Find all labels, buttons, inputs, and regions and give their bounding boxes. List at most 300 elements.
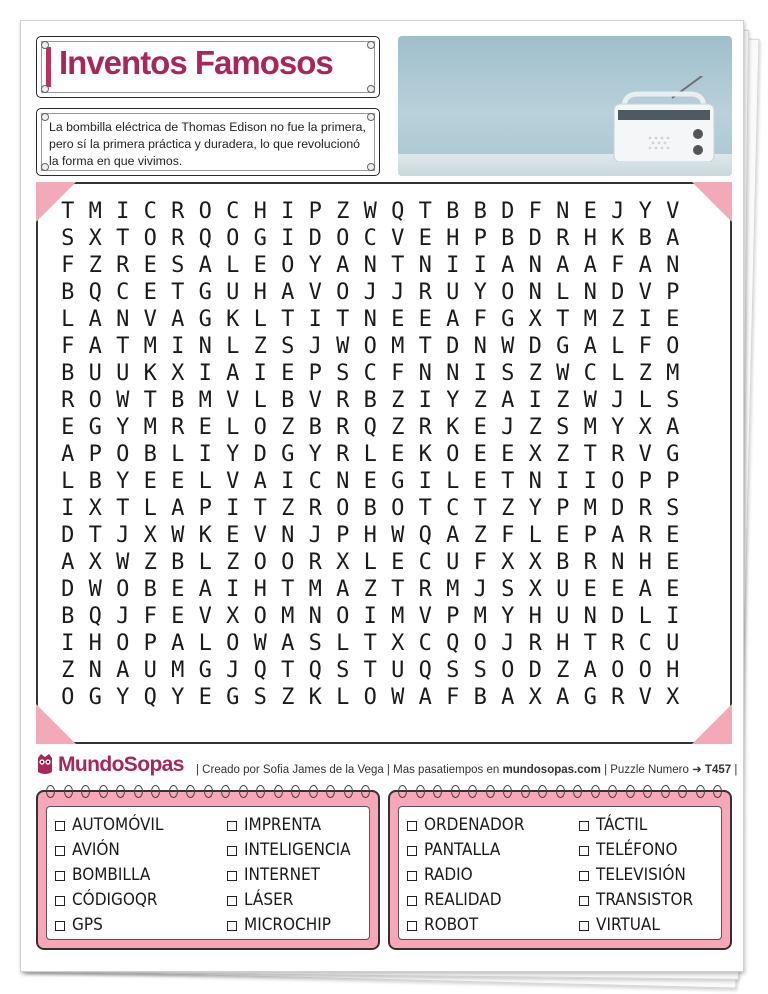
grid-letter[interactable]: R (611, 442, 625, 467)
grid-letter[interactable]: Y (171, 685, 185, 710)
grid-letter[interactable]: T (418, 334, 432, 359)
grid-letter[interactable]: B (61, 604, 75, 629)
grid-letter[interactable]: G (666, 442, 680, 467)
grid-letter[interactable]: K (446, 415, 460, 440)
grid-letter[interactable]: X (143, 523, 157, 548)
grid-letter[interactable]: F (61, 253, 75, 278)
grid-letter[interactable]: O (666, 334, 680, 359)
grid-letter[interactable]: N (198, 334, 212, 359)
grid-letter[interactable]: Z (528, 415, 542, 440)
grid-letter[interactable]: J (116, 604, 130, 629)
grid-letter[interactable]: B (88, 469, 102, 494)
grid-letter[interactable]: Z (281, 415, 295, 440)
grid-letter[interactable]: Q (88, 604, 102, 629)
grid-letter[interactable]: G (583, 685, 597, 710)
grid-letter[interactable]: Q (418, 658, 432, 683)
grid-letter[interactable]: Z (473, 523, 487, 548)
grid-letter[interactable]: O (501, 280, 515, 305)
grid-letter[interactable]: X (666, 685, 680, 710)
grid-letter[interactable]: T (556, 307, 570, 332)
checkbox-icon[interactable] (407, 871, 417, 881)
grid-letter[interactable]: X (391, 631, 405, 656)
grid-letter[interactable]: O (88, 388, 102, 413)
grid-letter[interactable]: A (638, 253, 652, 278)
word-item[interactable] (227, 913, 351, 938)
grid-letter[interactable]: J (363, 280, 377, 305)
grid-letter[interactable]: X (336, 550, 350, 575)
grid-letter[interactable]: P (473, 226, 487, 251)
grid-letter[interactable]: X (528, 307, 542, 332)
grid-letter[interactable]: O (611, 469, 625, 494)
grid-letter[interactable]: I (281, 199, 295, 224)
grid-letter[interactable]: R (418, 280, 432, 305)
grid-letter[interactable]: O (336, 226, 350, 251)
grid-letter[interactable]: O (363, 685, 377, 710)
grid-letter[interactable]: T (281, 307, 295, 332)
grid-letter[interactable]: X (528, 685, 542, 710)
grid-letter[interactable]: G (253, 226, 267, 251)
grid-letter[interactable]: X (171, 361, 185, 386)
grid-letter[interactable]: M (281, 604, 295, 629)
grid-letter[interactable]: O (473, 631, 487, 656)
grid-letter[interactable]: L (363, 442, 377, 467)
grid-letter[interactable]: E (556, 523, 570, 548)
grid-letter[interactable]: C (226, 199, 240, 224)
grid-letter[interactable]: N (473, 334, 487, 359)
grid-letter[interactable]: D (308, 226, 322, 251)
grid-letter[interactable]: F (528, 199, 542, 224)
grid-letter[interactable]: O (336, 280, 350, 305)
grid-letter[interactable]: I (226, 577, 240, 602)
grid-letter[interactable]: I (253, 361, 267, 386)
site-link[interactable]: mundosopas.com (502, 764, 601, 776)
grid-letter[interactable]: B (171, 388, 185, 413)
grid-letter[interactable]: H (88, 631, 102, 656)
grid-letter[interactable]: T (501, 469, 515, 494)
grid-letter[interactable]: B (473, 199, 487, 224)
grid-letter[interactable]: N (556, 199, 570, 224)
grid-letter[interactable]: V (391, 226, 405, 251)
grid-letter[interactable]: Z (226, 550, 240, 575)
grid-letter[interactable]: Q (418, 523, 432, 548)
grid-letter[interactable]: J (308, 334, 322, 359)
grid-letter[interactable]: H (446, 226, 460, 251)
grid-letter[interactable]: T (473, 496, 487, 521)
grid-letter[interactable]: Z (556, 442, 570, 467)
grid-letter[interactable]: A (171, 307, 185, 332)
grid-letter[interactable]: O (253, 604, 267, 629)
grid-letter[interactable]: P (88, 442, 102, 467)
grid-letter[interactable]: Z (473, 388, 487, 413)
grid-letter[interactable]: A (88, 334, 102, 359)
grid-letter[interactable]: Z (501, 496, 515, 521)
word-item[interactable] (55, 813, 163, 838)
grid-letter[interactable]: P (143, 631, 157, 656)
grid-letter[interactable]: A (611, 523, 625, 548)
grid-letter[interactable]: H (253, 280, 267, 305)
grid-letter[interactable]: V (226, 469, 240, 494)
grid-letter[interactable]: R (336, 415, 350, 440)
grid-letter[interactable]: I (418, 388, 432, 413)
grid-letter[interactable]: E (391, 442, 405, 467)
word-item[interactable] (227, 813, 351, 838)
grid-letter[interactable]: S (501, 361, 515, 386)
grid-letter[interactable]: M (143, 334, 157, 359)
grid-letter[interactable]: S (666, 496, 680, 521)
checkbox-icon[interactable] (579, 921, 589, 931)
grid-letter[interactable]: T (391, 577, 405, 602)
grid-letter[interactable]: H (556, 631, 570, 656)
grid-letter[interactable]: L (253, 388, 267, 413)
grid-letter[interactable]: M (171, 658, 185, 683)
grid-letter[interactable]: E (143, 469, 157, 494)
grid-letter[interactable]: W (363, 199, 377, 224)
grid-letter[interactable]: U (88, 361, 102, 386)
grid-letter[interactable]: E (473, 442, 487, 467)
checkbox-icon[interactable] (227, 846, 237, 856)
grid-letter[interactable]: T (88, 523, 102, 548)
grid-letter[interactable]: S (473, 658, 487, 683)
grid-letter[interactable]: P (446, 604, 460, 629)
grid-letter[interactable]: E (171, 469, 185, 494)
grid-letter[interactable]: M (583, 496, 597, 521)
grid-letter[interactable]: E (501, 442, 515, 467)
grid-letter[interactable]: M (88, 199, 102, 224)
grid-letter[interactable]: P (556, 496, 570, 521)
grid-letter[interactable]: E (198, 685, 212, 710)
grid-letter[interactable]: D (528, 658, 542, 683)
grid-letter[interactable]: B (61, 361, 75, 386)
grid-letter[interactable]: S (446, 658, 460, 683)
grid-letter[interactable]: L (61, 307, 75, 332)
grid-letter[interactable]: W (391, 685, 405, 710)
grid-letter[interactable]: S (501, 577, 515, 602)
grid-letter[interactable]: L (198, 550, 212, 575)
checkbox-icon[interactable] (227, 821, 237, 831)
grid-letter[interactable]: V (638, 685, 652, 710)
grid-letter[interactable]: A (336, 577, 350, 602)
grid-letter[interactable]: F (391, 361, 405, 386)
grid-letter[interactable]: O (226, 226, 240, 251)
word-item[interactable] (55, 863, 163, 888)
grid-letter[interactable]: R (556, 226, 570, 251)
grid-letter[interactable]: G (501, 307, 515, 332)
grid-letter[interactable]: Y (473, 280, 487, 305)
grid-letter[interactable]: K (611, 226, 625, 251)
grid-letter[interactable]: D (61, 523, 75, 548)
grid-letter[interactable]: K (226, 307, 240, 332)
grid-letter[interactable]: R (116, 253, 130, 278)
grid-letter[interactable]: O (336, 496, 350, 521)
grid-letter[interactable]: Z (61, 658, 75, 683)
grid-letter[interactable]: R (308, 496, 322, 521)
grid-letter[interactable]: A (501, 388, 515, 413)
grid-letter[interactable]: N (583, 604, 597, 629)
grid-letter[interactable]: K (308, 685, 322, 710)
grid-letter[interactable]: L (336, 685, 350, 710)
grid-letter[interactable]: X (528, 550, 542, 575)
grid-letter[interactable]: I (528, 388, 542, 413)
grid-letter[interactable]: F (638, 334, 652, 359)
grid-letter[interactable]: E (583, 577, 597, 602)
grid-letter[interactable]: I (308, 307, 322, 332)
grid-letter[interactable]: V (666, 199, 680, 224)
grid-letter[interactable]: V (308, 388, 322, 413)
grid-letter[interactable]: S (336, 658, 350, 683)
grid-letter[interactable]: U (143, 658, 157, 683)
grid-letter[interactable]: Z (611, 307, 625, 332)
grid-letter[interactable]: Y (116, 469, 130, 494)
grid-letter[interactable]: X (528, 577, 542, 602)
grid-letter[interactable]: B (281, 388, 295, 413)
grid-letter[interactable]: Z (528, 361, 542, 386)
checkbox-icon[interactable] (55, 896, 65, 906)
checkbox-icon[interactable] (227, 896, 237, 906)
grid-letter[interactable]: J (611, 388, 625, 413)
grid-letter[interactable]: D (528, 334, 542, 359)
grid-letter[interactable]: T (583, 631, 597, 656)
grid-letter[interactable]: I (556, 469, 570, 494)
grid-letter[interactable]: Q (446, 631, 460, 656)
grid-letter[interactable]: D (253, 442, 267, 467)
grid-letter[interactable]: J (226, 658, 240, 683)
grid-letter[interactable]: J (116, 523, 130, 548)
grid-letter[interactable]: A (583, 334, 597, 359)
grid-letter[interactable]: E (391, 550, 405, 575)
grid-letter[interactable]: P (336, 523, 350, 548)
grid-letter[interactable]: E (666, 550, 680, 575)
grid-letter[interactable]: N (528, 253, 542, 278)
grid-letter[interactable]: U (556, 604, 570, 629)
grid-letter[interactable]: R (638, 523, 652, 548)
grid-letter[interactable]: M (391, 604, 405, 629)
grid-letter[interactable]: H (638, 550, 652, 575)
grid-letter[interactable]: K (143, 361, 157, 386)
grid-letter[interactable]: I (473, 253, 487, 278)
grid-letter[interactable]: W (116, 550, 130, 575)
grid-letter[interactable]: B (638, 226, 652, 251)
grid-letter[interactable]: X (88, 226, 102, 251)
grid-letter[interactable]: T (583, 442, 597, 467)
grid-letter[interactable]: H (253, 199, 267, 224)
grid-letter[interactable]: Z (391, 415, 405, 440)
grid-letter[interactable]: I (61, 631, 75, 656)
grid-letter[interactable]: A (638, 577, 652, 602)
grid-letter[interactable]: F (473, 307, 487, 332)
grid-letter[interactable]: O (391, 496, 405, 521)
word-item[interactable] (407, 888, 524, 913)
checkbox-icon[interactable] (227, 871, 237, 881)
checkbox-icon[interactable] (55, 921, 65, 931)
grid-letter[interactable]: V (638, 442, 652, 467)
grid-letter[interactable]: R (61, 388, 75, 413)
grid-letter[interactable]: Y (446, 388, 460, 413)
grid-letter[interactable]: I (666, 604, 680, 629)
grid-letter[interactable]: H (583, 226, 597, 251)
grid-letter[interactable]: J (473, 577, 487, 602)
grid-letter[interactable]: E (473, 469, 487, 494)
grid-letter[interactable]: L (611, 334, 625, 359)
grid-letter[interactable]: I (198, 442, 212, 467)
grid-letter[interactable]: G (88, 415, 102, 440)
grid-letter[interactable]: N (583, 280, 597, 305)
grid-letter[interactable]: E (666, 523, 680, 548)
grid-letter[interactable]: E (391, 307, 405, 332)
grid-letter[interactable]: T (143, 388, 157, 413)
grid-letter[interactable]: E (143, 253, 157, 278)
checkbox-icon[interactable] (407, 821, 417, 831)
grid-letter[interactable]: A (583, 658, 597, 683)
grid-letter[interactable]: I (638, 307, 652, 332)
grid-letter[interactable]: T (281, 658, 295, 683)
grid-letter[interactable]: N (666, 253, 680, 278)
grid-letter[interactable]: O (501, 658, 515, 683)
grid-letter[interactable]: T (116, 226, 130, 251)
grid-letter[interactable]: Z (556, 388, 570, 413)
grid-letter[interactable]: V (418, 604, 432, 629)
checkbox-icon[interactable] (579, 896, 589, 906)
grid-letter[interactable]: A (501, 253, 515, 278)
grid-letter[interactable]: I (281, 226, 295, 251)
grid-letter[interactable]: A (198, 577, 212, 602)
grid-letter[interactable]: Z (391, 388, 405, 413)
grid-letter[interactable]: O (446, 442, 460, 467)
grid-letter[interactable]: Y (611, 415, 625, 440)
grid-letter[interactable]: G (198, 307, 212, 332)
grid-letter[interactable]: O (198, 199, 212, 224)
grid-letter[interactable]: I (61, 496, 75, 521)
grid-letter[interactable]: V (253, 523, 267, 548)
grid-letter[interactable]: H (666, 658, 680, 683)
grid-letter[interactable]: B (143, 442, 157, 467)
grid-letter[interactable]: M (391, 334, 405, 359)
checkbox-icon[interactable] (55, 846, 65, 856)
grid-letter[interactable]: N (308, 604, 322, 629)
grid-letter[interactable]: V (308, 280, 322, 305)
grid-letter[interactable]: I (171, 334, 185, 359)
grid-letter[interactable]: I (281, 469, 295, 494)
grid-letter[interactable]: S (171, 253, 185, 278)
grid-letter[interactable]: M (473, 604, 487, 629)
grid-letter[interactable]: Q (88, 280, 102, 305)
grid-letter[interactable]: D (611, 280, 625, 305)
grid-letter[interactable]: O (253, 415, 267, 440)
grid-letter[interactable]: I (363, 604, 377, 629)
grid-letter[interactable]: H (528, 604, 542, 629)
grid-letter[interactable]: R (418, 577, 432, 602)
grid-letter[interactable]: G (556, 334, 570, 359)
grid-letter[interactable]: W (253, 631, 267, 656)
grid-letter[interactable]: N (116, 307, 130, 332)
grid-letter[interactable]: P (583, 523, 597, 548)
grid-letter[interactable]: R (171, 226, 185, 251)
grid-letter[interactable]: Y (116, 685, 130, 710)
grid-letter[interactable]: R (611, 685, 625, 710)
checkbox-icon[interactable] (227, 921, 237, 931)
grid-letter[interactable]: B (501, 226, 515, 251)
checkbox-icon[interactable] (407, 921, 417, 931)
grid-letter[interactable]: I (583, 469, 597, 494)
grid-letter[interactable]: T (253, 496, 267, 521)
grid-letter[interactable]: Z (638, 361, 652, 386)
grid-letter[interactable]: N (528, 280, 542, 305)
grid-letter[interactable]: A (666, 226, 680, 251)
grid-letter[interactable]: I (473, 361, 487, 386)
grid-letter[interactable]: A (171, 631, 185, 656)
grid-letter[interactable]: R (583, 550, 597, 575)
grid-letter[interactable]: X (528, 442, 542, 467)
grid-letter[interactable]: W (391, 523, 405, 548)
grid-letter[interactable]: A (446, 307, 460, 332)
grid-letter[interactable]: F (501, 523, 515, 548)
grid-letter[interactable]: E (583, 199, 597, 224)
word-item[interactable] (579, 913, 693, 938)
grid-letter[interactable]: B (308, 415, 322, 440)
grid-letter[interactable]: H (363, 523, 377, 548)
grid-letter[interactable]: Q (143, 685, 157, 710)
grid-letter[interactable]: X (226, 604, 240, 629)
grid-letter[interactable]: E (666, 577, 680, 602)
grid-letter[interactable]: W (583, 388, 597, 413)
grid-letter[interactable]: V (143, 307, 157, 332)
grid-letter[interactable]: J (611, 199, 625, 224)
grid-letter[interactable]: S (308, 631, 322, 656)
grid-letter[interactable]: A (556, 253, 570, 278)
grid-letter[interactable]: I (198, 361, 212, 386)
grid-letter[interactable]: E (198, 415, 212, 440)
grid-letter[interactable]: M (583, 307, 597, 332)
grid-letter[interactable]: D (446, 334, 460, 359)
word-item[interactable] (227, 863, 351, 888)
grid-letter[interactable]: A (198, 253, 212, 278)
grid-letter[interactable]: T (363, 658, 377, 683)
grid-letter[interactable]: M (143, 415, 157, 440)
grid-letter[interactable]: Z (363, 577, 377, 602)
grid-letter[interactable]: X (88, 550, 102, 575)
grid-letter[interactable]: L (171, 442, 185, 467)
grid-letter[interactable]: E (253, 253, 267, 278)
grid-letter[interactable]: O (638, 658, 652, 683)
grid-letter[interactable]: P (666, 280, 680, 305)
grid-letter[interactable]: A (336, 253, 350, 278)
grid-letter[interactable]: T (116, 334, 130, 359)
grid-letter[interactable]: I (446, 253, 460, 278)
grid-letter[interactable]: N (418, 253, 432, 278)
grid-letter[interactable]: V (638, 280, 652, 305)
grid-letter[interactable]: U (556, 577, 570, 602)
grid-letter[interactable]: R (418, 415, 432, 440)
grid-letter[interactable]: C (143, 199, 157, 224)
grid-letter[interactable]: A (171, 496, 185, 521)
grid-letter[interactable]: L (611, 361, 625, 386)
grid-letter[interactable]: G (226, 685, 240, 710)
grid-letter[interactable]: X (88, 496, 102, 521)
grid-letter[interactable]: O (143, 226, 157, 251)
grid-letter[interactable]: U (226, 280, 240, 305)
grid-letter[interactable]: S (556, 415, 570, 440)
grid-letter[interactable]: T (171, 280, 185, 305)
grid-letter[interactable]: J (308, 523, 322, 548)
grid-letter[interactable]: Y (308, 253, 322, 278)
grid-letter[interactable]: X (638, 415, 652, 440)
grid-letter[interactable]: A (446, 523, 460, 548)
grid-letter[interactable]: C (418, 631, 432, 656)
grid-letter[interactable]: O (363, 334, 377, 359)
checkbox-icon[interactable] (55, 821, 65, 831)
grid-letter[interactable]: W (501, 334, 515, 359)
grid-letter[interactable]: C (446, 496, 460, 521)
grid-letter[interactable]: R (308, 550, 322, 575)
